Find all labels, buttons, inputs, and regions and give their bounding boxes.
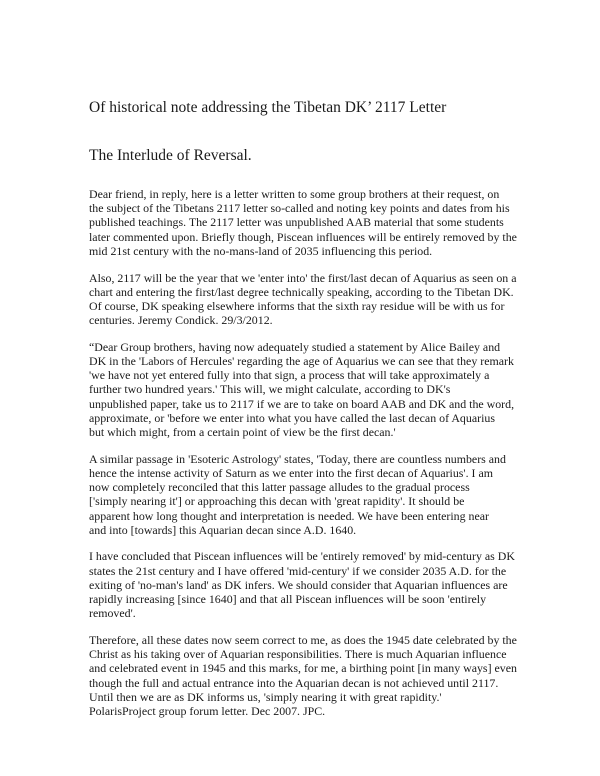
text-line: DK in the 'Labors of Hercules' regarding the age of Aquarius we can see that they remark: [89, 354, 514, 369]
text-line: now completely reconciled that this latter passage alludes to the gradual process: [89, 480, 470, 495]
text-line: and into [towards] this Aquarian decan since A.D. 1640.: [89, 522, 357, 537]
text-line: mid 21st century with the no-mans-land of 2035 influencing this period.: [89, 243, 433, 258]
text-line: the subject of the Tibetans 2117 letter so-called and noting key points and dates from his: [89, 201, 510, 216]
text-line: approximate, or 'before we enter into what you have called the last decan of Aquarius: [89, 410, 495, 425]
text-line: Of course, DK speaking elsewhere informs that the sixth ray residue will be with us for: [89, 298, 505, 313]
text-line: further two hundred years.' This will, we might calculate, according to DK's: [89, 382, 451, 397]
text-line: “Dear Group brothers, having now adequately studied a statement by Alice Bailey and: [89, 339, 501, 354]
text-line: Until then we are as DK informs us, 'simply nearing it with great rapidity.': [89, 689, 442, 704]
text-line: but which might, from a certain point of view be the first decan.': [89, 425, 396, 440]
paragraph: [89, 452, 515, 537]
text-line: Dear friend, in reply, here is a letter written to some group brothers at their request, on: [89, 187, 500, 201]
text-line: Christ as his taking over of Aquarian responsibilities. There is much Aquarian influence: [89, 647, 507, 662]
text-line: though the full and actual entrance into the Aquarian decan is not achieved until 2117.: [89, 675, 499, 690]
text-line: Therefore, all these dates now seem correct to me, as does the 1945 date celebrated by the: [89, 632, 517, 647]
text-line: and celebrated event in 1945 and this marks, for me, a birthing point [in many ways] even: [89, 661, 517, 676]
text-line: rapidly increasing [since 1640] and that all Piscean influences will be soon 'entirely: [89, 592, 487, 607]
text-line: A similar passage in 'Esoteric Astrology' states, 'Today, there are countless numbers and: [89, 451, 506, 466]
paragraph: [89, 271, 515, 328]
document-title: Of historical note addressing the Tibetan DK’ 2117 Letter: [89, 99, 447, 116]
paragraph: [89, 187, 515, 258]
paragraph: [89, 340, 515, 439]
text-line: unpublished paper, take us to 2117 if we are to take on board AAB and DK and the word,: [89, 396, 515, 411]
text-line: exiting of 'no-man's land' as DK infers. We should consider that Aquarian influences are: [89, 577, 508, 592]
text-line: centuries. Jeremy Condick. 29/3/2012.: [89, 313, 273, 328]
document-body: [89, 187, 515, 731]
text-line: ['simply nearing it'] or approaching this decan with 'great rapidity'. It should be: [89, 494, 465, 509]
text-line: later commented upon. Briefly though, Piscean influences will be entirely removed by the: [89, 229, 517, 244]
text-line: published teachings. The 2117 letter was unpublished AAB material that some students: [89, 215, 504, 230]
text-line: chart and entering the first/last degree technically speaking, according to the Tibetan DK.: [89, 284, 514, 299]
text-line: hence the intense activity of Saturn as we enter into the first decan of Aquarius'. I am: [89, 465, 493, 480]
text-line: Also, 2117 will be the year that we 'enter into' the first/last decan of Aquarius as seen on a: [89, 270, 517, 285]
text-line: apparent how long thought and interpretation is needed. We have been entering near: [89, 508, 489, 523]
text-line: removed'.: [89, 606, 136, 621]
document-subtitle: The Interlude of Reversal.: [89, 147, 252, 164]
text-line: PolarisProject group forum letter. Dec 2007. JPC.: [89, 704, 326, 718]
text-line: 'we have not yet entered fully into that sign, a process that will take approximately a: [89, 368, 490, 383]
text-line: states the 21st century and I have offered 'mid-century' if we consider 2035 A.D. for the: [89, 563, 507, 578]
paragraph: [89, 633, 515, 718]
paragraph: [89, 549, 515, 620]
text-line: I have concluded that Piscean influences will be 'entirely removed' by mid-century as DK: [89, 549, 515, 564]
